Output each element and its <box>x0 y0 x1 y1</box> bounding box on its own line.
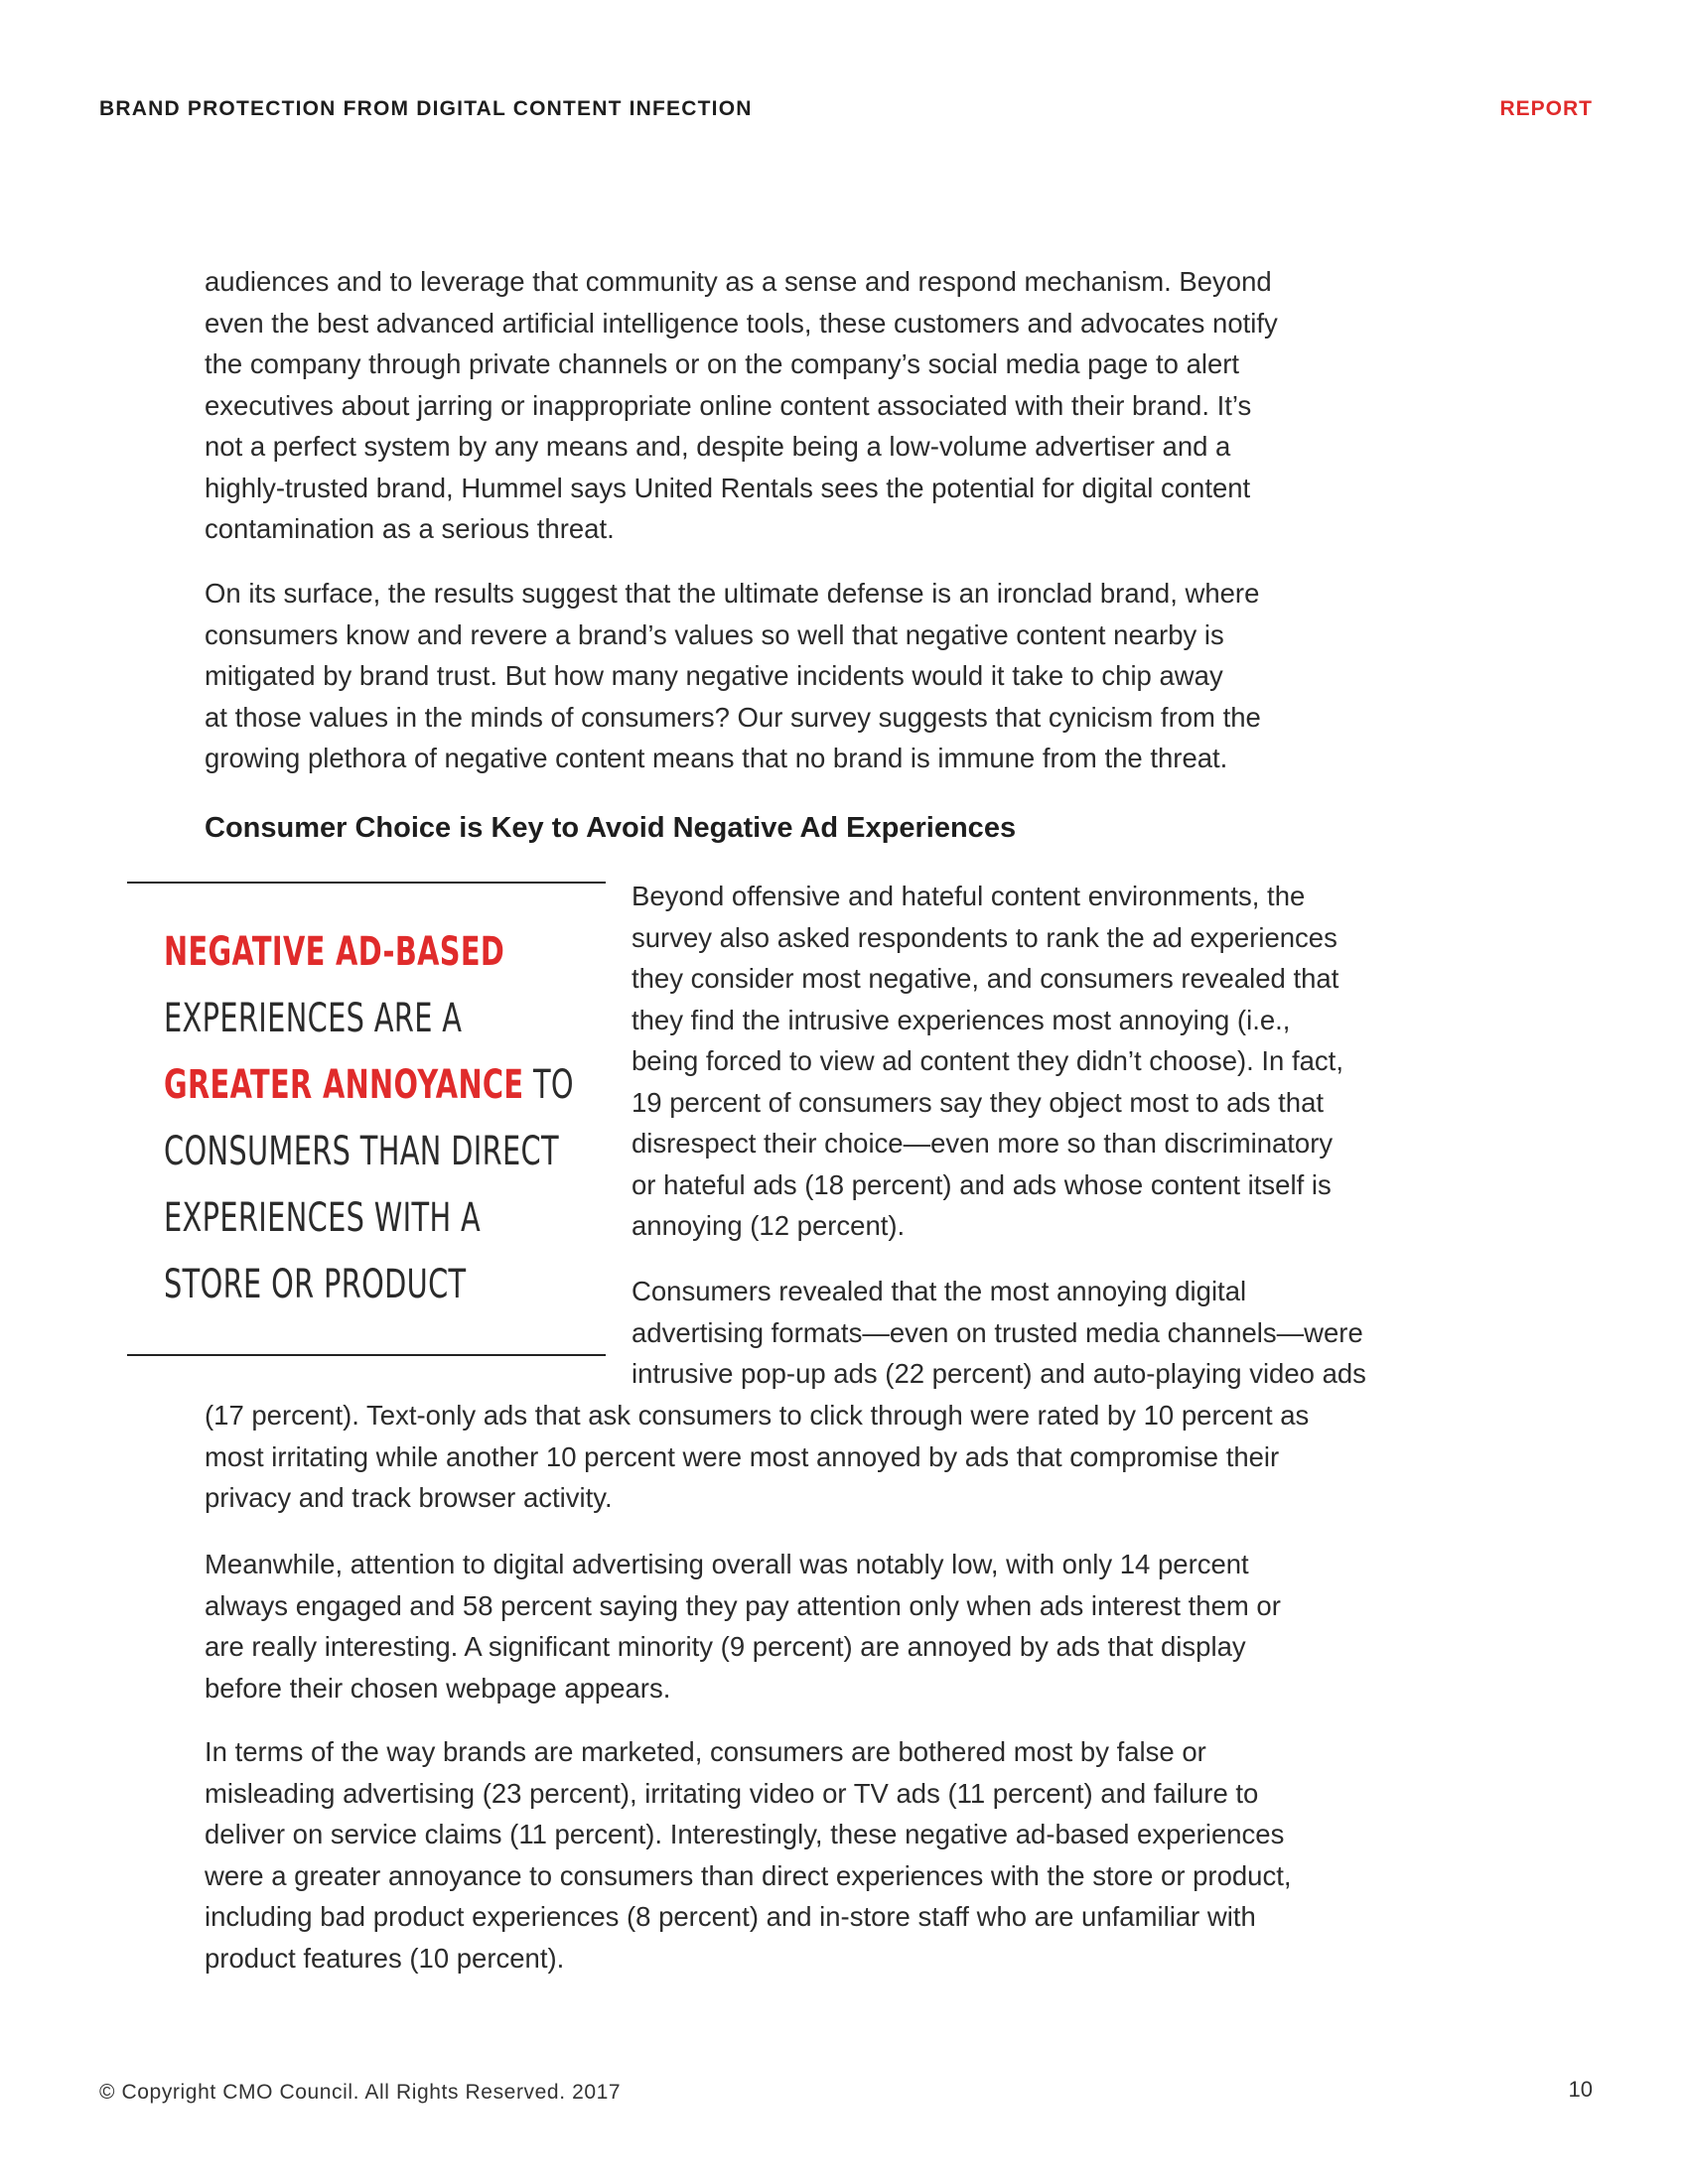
text-line: advertising formats—even on trusted media channels—were <box>632 1316 1363 1348</box>
text-line: 19 percent of consumers say they object most to ads that <box>632 1086 1325 1118</box>
text-line: they find the intrusive experiences most annoying (i.e., <box>632 1004 1291 1035</box>
paragraph-attention <box>205 1544 1495 1708</box>
text-line: or hateful ads (18 percent) and ads whose content itself is <box>632 1168 1332 1200</box>
text-line: executives about jarring or inappropriate online content associated with their brand. It’s <box>205 389 1252 421</box>
text-line: the company through private channels or on the company’s social media page to alert <box>205 348 1240 379</box>
text-line: On its surface, the results suggest that the ultimate defense is an ironclad brand, where <box>205 578 1260 609</box>
text-line: contamination as a serious threat. <box>205 513 615 544</box>
pullquote-top-rule <box>127 882 606 884</box>
text-line: were a greater annoyance to consumers than direct experiences with the store or product, <box>205 1859 1292 1891</box>
text-line: always engaged and 58 percent saying they pay attention only when ads interest them or <box>205 1589 1281 1621</box>
text-line: (17 percent). Text-only ads that ask consumers to click through were rated by 10 percent as <box>205 1400 1310 1431</box>
text-line: are really interesting. A significant minority (9 percent) are annoyed by ads that display <box>205 1631 1246 1662</box>
text-line: before their chosen webpage appears. <box>205 1672 671 1704</box>
running-header-title: BRAND PROTECTION FROM DIGITAL CONTENT INFECTION <box>99 97 753 120</box>
pullquote-line <box>164 1052 607 1119</box>
text-line: In terms of the way brands are marketed, consumers are bothered most by false or <box>205 1736 1206 1767</box>
section-subheading: Consumer Choice is Key to Avoid Negative Ad Experiences <box>205 812 1017 844</box>
text-line: disrespect their choice—even more so than discriminatory <box>632 1128 1334 1159</box>
text-line: intrusive pop-up ads (22 percent) and auto-playing video ads <box>632 1358 1366 1389</box>
paragraph-ironclad-brand <box>205 573 1495 779</box>
pullquote-bottom-rule <box>127 1354 606 1356</box>
text-line: even the best advanced artificial intelligence tools, these customers and advocates notify <box>205 307 1278 339</box>
text-line: Consumers revealed that the most annoying digital <box>632 1276 1247 1306</box>
paragraph-annoying-formats-column <box>632 1271 1505 1395</box>
text-line: highly-trusted brand, Hummel says United Rentals sees the potential for digital content <box>205 472 1251 503</box>
text-line: product features (10 percent). <box>205 1942 565 1974</box>
pullquote-line-tail: TO <box>523 1062 574 1108</box>
page-number: 10 <box>1568 2077 1593 2102</box>
paragraph-ad-experiences <box>632 876 1505 1247</box>
text-line: most irritating while another 10 percent were most annoyed by ads that compromise their <box>205 1440 1280 1472</box>
text-line: growing plethora of negative content means that no brand is immune from the threat. <box>205 743 1228 773</box>
text-line: they consider most negative, and consumers revealed that <box>632 963 1339 994</box>
text-line: Meanwhile, attention to digital advertising overall was notably low, with only 14 percent <box>205 1549 1249 1579</box>
text-line: not a perfect system by any means and, despite being a low-volume advertiser and a <box>205 431 1231 462</box>
running-header-section: REPORT <box>1499 97 1593 120</box>
pullquote-highlight: GREATER ANNOYANCE <box>164 1062 524 1108</box>
text-line: deliver on service claims (11 percent). Interestingly, these negative ad-based experiences <box>205 1819 1285 1849</box>
pullquote-line: STORE OR PRODUCT <box>164 1262 467 1307</box>
paragraph-annoying-formats-continued <box>205 1395 1495 1519</box>
text-line: including bad product experiences (8 percent) and in-store staff who are unfamiliar with <box>205 1901 1256 1932</box>
text-line: at those values in the minds of consumers? Our survey suggests that cynicism from the <box>205 701 1261 733</box>
pullquote-line: EXPERIENCES ARE A <box>164 996 463 1041</box>
text-line: audiences and to leverage that community as a sense and respond mechanism. Beyond <box>205 266 1272 297</box>
text-line: survey also asked respondents to rank the ad experiences <box>632 921 1337 953</box>
pullquote-line: EXPERIENCES WITH A <box>164 1195 482 1241</box>
pullquote <box>164 919 607 1318</box>
paragraph-community-response <box>205 261 1495 550</box>
text-line: being forced to view ad content they didn’t choose). In fact, <box>632 1045 1343 1076</box>
text-line: annoying (12 percent). <box>632 1210 906 1241</box>
pullquote-highlight: NEGATIVE AD-BASED <box>164 929 505 975</box>
pullquote-line: CONSUMERS THAN DIRECT <box>164 1129 559 1174</box>
footer-copyright: © Copyright CMO Council. All Rights Reserved. 2017 <box>99 2081 622 2104</box>
text-line: Beyond offensive and hateful content environments, the <box>632 881 1306 911</box>
text-line: misleading advertising (23 percent), irritating video or TV ads (11 percent) and failure to <box>205 1777 1259 1809</box>
text-line: mitigated by brand trust. But how many negative incidents would it take to chip away <box>205 660 1223 691</box>
text-line: consumers know and revere a brand’s values so well that negative content nearby is <box>205 618 1224 650</box>
text-line: privacy and track browser activity. <box>205 1482 613 1513</box>
paragraph-brand-marketing <box>205 1731 1495 1979</box>
